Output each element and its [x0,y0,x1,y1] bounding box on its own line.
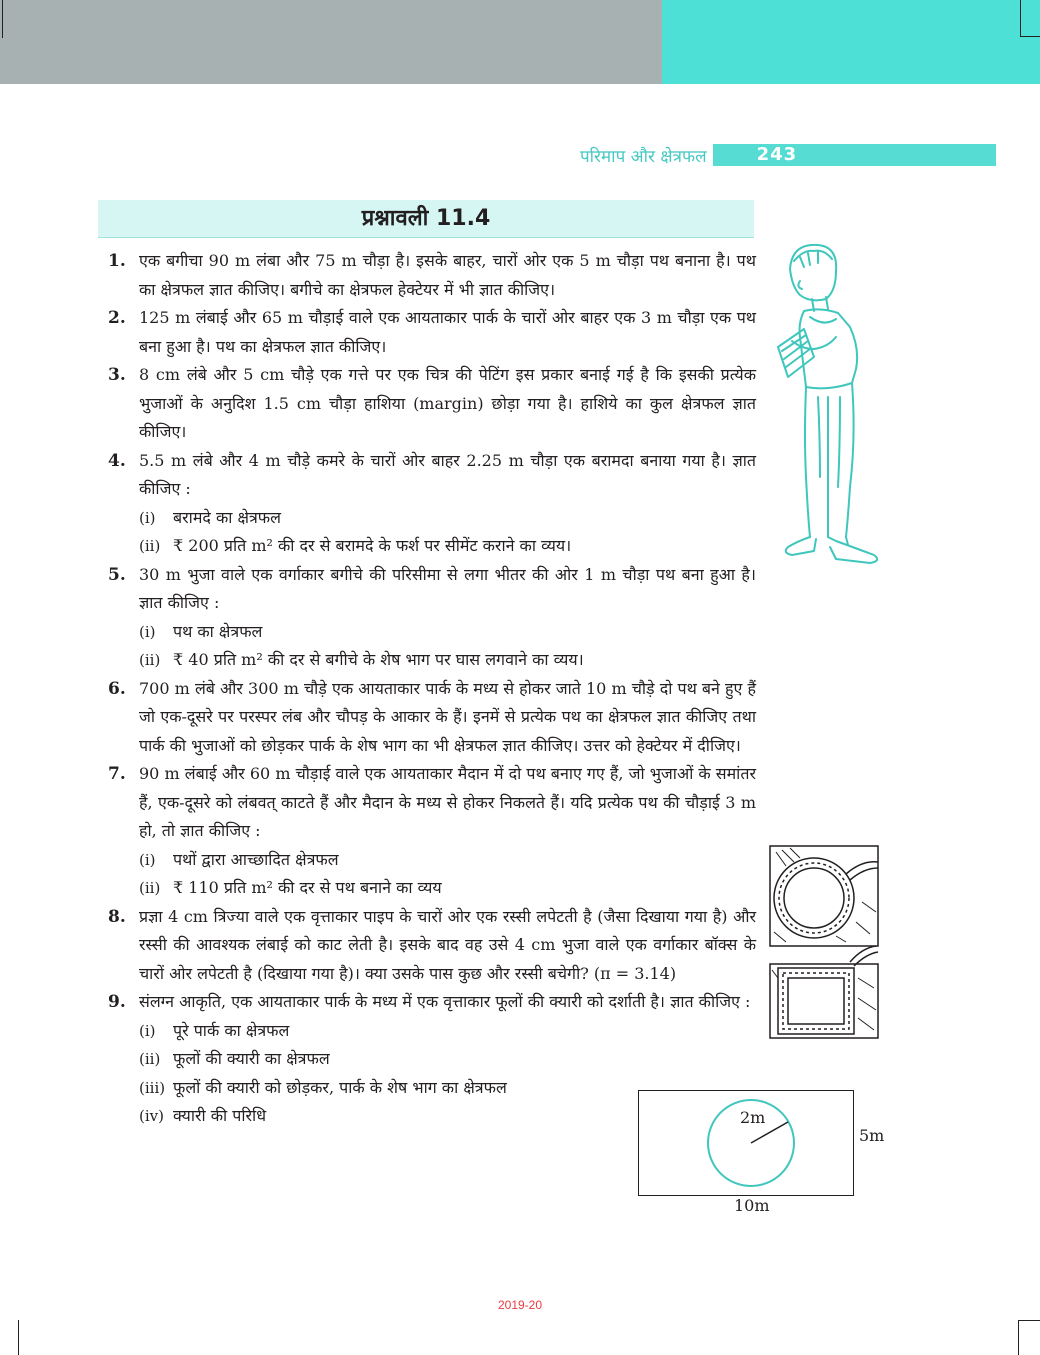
sub-question-label: (iii) [139,1078,166,1097]
sub-question [139,1017,756,1046]
sub-question [139,846,756,875]
question-number: 7. [108,764,126,784]
sub-question-label: (ii) [139,537,161,555]
footer-year: 2019-20 [497,1298,543,1312]
crop-mark [18,1320,19,1355]
sub-question [139,646,756,675]
question-number: 2. [108,308,126,328]
park-figure [636,1090,896,1220]
header-band-gray [0,0,662,84]
sub-question-text: पथ का क्षेत्रफल [173,621,263,641]
crop-mark [1018,1320,1019,1355]
sub-question-text: पथों द्वारा आच्छादित क्षेत्रफल [173,849,339,869]
running-header [580,143,996,167]
question-number: 1. [108,251,126,271]
sub-question-text: ₹ 40 प्रति m² की दर से बगीचे के शेष भाग पर घास लगवाने का व्यय। [173,650,584,669]
sub-question-label: (ii) [139,651,161,669]
question-4 [108,447,756,561]
question-8 [108,903,756,989]
question-number: 3. [108,365,126,385]
sub-question-label: (ii) [139,1050,161,1068]
height-label: 5m [859,1126,885,1145]
question-7 [108,760,756,903]
question-number: 4. [108,450,126,471]
sub-question-label: (i) [139,622,156,641]
sub-question-text: क्यारी की परिधि [173,1106,267,1125]
reading-boy-illustration [770,237,890,582]
question-text: 700 m लंबे और 300 m चौड़े एक आयताकार पार्क के मध्य से होकर जाते 10 m चौड़े दो पथ बने हुए हैं जो एक-दूसरे पर परस्पर लंब और चौपड़ के आकार के हैं। इनमें से प्रत्येक पथ का क्षेत्रफल ज्ञात कीजिए तथा पार्क की भुजाओं को छोड़कर पार्क के शेष भाग का भी क्षेत्रफल ज्ञात कीजिए। उत्तर को हेक्टेयर में दीजिए। [139,678,756,755]
question-5 [108,561,756,675]
question-2 [108,304,756,361]
question-text: संलग्न आकृति, एक आयताकार पार्क के मध्य में एक वृत्ताकार फूलों की क्यारी को दर्शाती है। ज्ञात कीजिए : [139,992,751,1011]
sub-question-label: (i) [139,850,156,869]
question-1 [108,247,756,304]
sub-question-text: बरामदे का क्षेत्रफल [173,507,281,527]
sub-question [139,874,756,903]
sub-question-text: फूलों की क्यारी को छोड़कर, पार्क के शेष भाग का क्षेत्रफल [173,1077,507,1097]
question-number: 9. [108,992,126,1012]
question-number: 6. [108,678,126,699]
chapter-title: परिमाप और क्षेत्रफल [580,146,707,167]
header-band-teal [662,0,1040,84]
sub-question-text: ₹ 200 प्रति m² की दर से बरामदे के फर्श पर सीमेंट कराने का व्यय। [173,536,572,555]
sub-question [139,532,756,561]
question-text: 30 m भुजा वाले एक वर्गाकार बगीचे की परिसीमा से लगा भीतर की ओर 1 m चौड़ा पथ बना हुआ है। ज्ञात कीजिए : [139,564,756,612]
question-text: प्रज्ञा 4 cm त्रिज्या वाले एक वृत्ताकार पाइप के चारों ओर एक रस्सी लपेटती है (जैसा दिखाया गया है) और रस्सी की आवश्यक लंबाई को काट लेती है। इसके बाद वह उसे 4 cm भुजा वाले एक वर्गाकार बॉक्स के चारों ओर लपेटती है (दिखाया गया है)। क्या उसके पास कुछ और रस्सी बचेगी? (π = 3.14) [139,906,756,983]
sub-question [139,1045,756,1074]
page-number-bar [713,144,996,166]
rope-around-pipe-illustration [766,842,884,950]
sub-question-label: (ii) [139,879,161,897]
question-text: 8 cm लंबे और 5 cm चौड़े एक गत्ते पर एक चित्र की पेटिंग इस प्रकार बनाई गई है कि इसकी प्रत्येक भुजाओं के अनुदिश 1.5 cm चौड़ा हाशिया (margin) छोड़ा गया है। हाशिये का कुल क्षेत्रफल ज्ञात कीजिए। [139,365,756,441]
sub-question-label: (i) [139,508,156,527]
crop-mark [1020,36,1040,37]
page-number: 243 [756,144,798,165]
sub-question-label: (iv) [139,1107,164,1125]
sub-question-text: ₹ 110 प्रति m² की दर से पथ बनाने का व्यय [173,878,442,897]
crop-mark [2,0,3,38]
sub-question-text: फूलों की क्यारी का क्षेत्रफल [173,1049,330,1068]
question-6 [108,675,756,761]
width-label: 10m [734,1196,770,1215]
sub-question-text: पूरे पार्क का क्षेत्रफल [173,1020,290,1040]
question-list [108,247,756,1131]
crop-mark [1018,1320,1040,1321]
question-number: 8. [108,906,126,927]
exercise-title: प्रश्नावली 11.4 [361,206,491,231]
radius-label: 2m [740,1108,766,1127]
sub-question [139,504,756,533]
flower-bed-diagram [636,1090,856,1200]
exercise-title-box [98,200,754,238]
sub-question [139,618,756,647]
sub-question-label: (i) [139,1021,156,1040]
question-text: 125 m लंबाई और 65 m चौड़ाई वाले एक आयताकार पार्क के चारों ओर बाहर एक 3 m चौड़ा एक पथ बना हुआ है। पथ का क्षेत्रफल ज्ञात कीजिए। [139,308,756,356]
question-text: 5.5 m लंबे और 4 m चौड़े कमरे के चारों ओर बाहर 2.25 m चौड़ा एक बरामदा बनाया गया है। ज्ञात कीजिए : [139,450,756,498]
crop-mark [1020,0,1021,36]
rope-around-box-illustration [766,938,884,1042]
question-3 [108,361,756,447]
question-number: 5. [108,564,126,585]
question-text: 90 m लंबाई और 60 m चौड़ाई वाले एक आयताकार मैदान में दो पथ बनाए गए हैं, जो भुजाओं के समांतर हैं, एक-दूसरे को लंबवत् काटते हैं और मैदान के मध्य से होकर निकलते हैं। यदि प्रत्येक पथ की चौड़ाई 3 m हो, तो ज्ञात कीजिए : [139,764,756,840]
question-text: एक बगीचा 90 m लंबा और 75 m चौड़ा है। इसके बाहर, चारों ओर एक 5 m चौड़ा पथ बनाना है। पथ का क्षेत्रफल ज्ञात कीजिए। बगीचे का क्षेत्रफल हेक्टेयर में भी ज्ञात कीजिए। [139,251,756,299]
